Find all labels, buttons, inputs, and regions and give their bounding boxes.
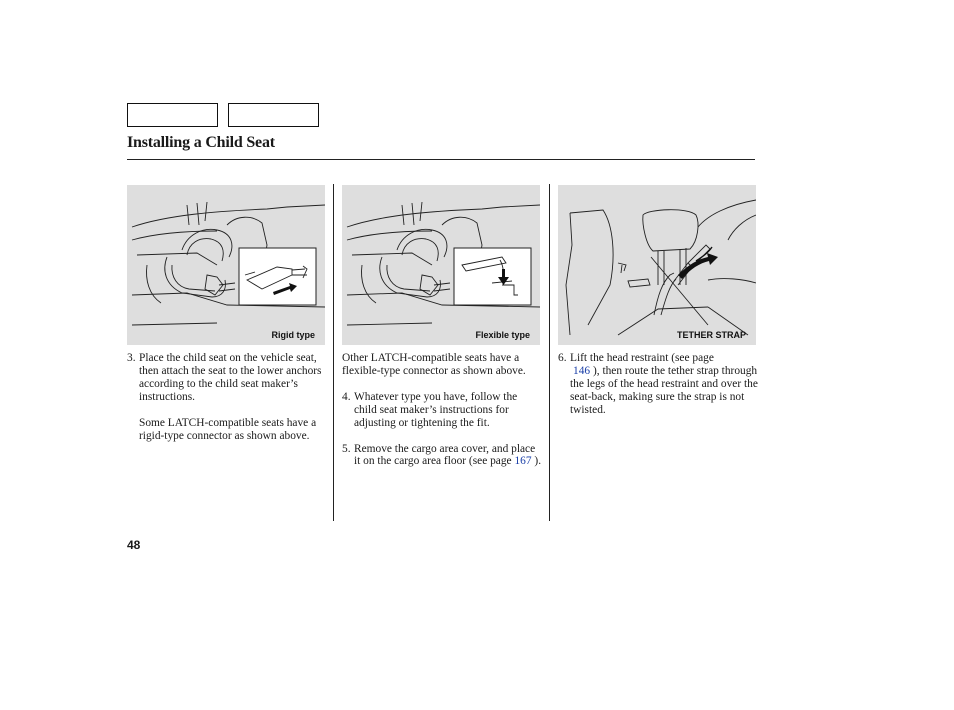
page-link-167[interactable]: 167	[514, 455, 532, 468]
step-5-text-end: ).	[534, 455, 542, 468]
step-text	[354, 443, 542, 469]
step-6-text-end: ), then route the tether strap through the legs of the head restraint and over the seat-back, making sure the strap is not twisted.	[570, 364, 758, 416]
step-number: 3.	[127, 352, 136, 364]
step-5-text: Remove the cargo area cover, and place it on the cargo area floor (see page	[354, 442, 536, 468]
head-restraint-tether-strap-illustration	[558, 185, 756, 345]
title-divider	[127, 159, 755, 160]
step-text: Place the child seat on the vehicle seat, then attach the seat to the lower anchors according to the child seat maker’s instructions.	[139, 352, 322, 403]
step-number: 4.	[342, 390, 351, 403]
page-title: Installing a Child Seat	[127, 134, 275, 151]
column-divider-2	[549, 184, 550, 521]
figure-rigid-type	[127, 185, 325, 345]
step-6-text: Lift the head restraint (see page	[570, 352, 714, 364]
column-1-text	[127, 352, 327, 442]
page-link-146[interactable]: 146	[573, 364, 591, 377]
nav-tab-box-1[interactable]	[127, 103, 218, 127]
column-2-text	[342, 352, 542, 468]
page-number: 48	[127, 538, 141, 552]
figure-flexible-type	[342, 185, 540, 345]
step-3	[127, 352, 327, 404]
figure-caption-flexible: Flexible type	[475, 330, 530, 340]
step-text	[570, 352, 758, 417]
figure-caption-rigid: Rigid type	[271, 330, 315, 340]
flexible-type-intro: Other LATCH-compatible seats have a flexible-type connector as shown above.	[342, 352, 526, 377]
column-3-text	[558, 352, 758, 417]
child-seat-flexible-connector-illustration	[342, 185, 540, 345]
nav-tab-box-2[interactable]	[228, 103, 319, 127]
figure-caption-tether: TETHER STRAP	[676, 330, 746, 340]
child-seat-rigid-connector-illustration	[127, 185, 325, 345]
column-divider-1	[333, 184, 334, 521]
step-number: 5.	[342, 442, 351, 455]
step-text: Whatever type you have, follow the child seat maker’s instructions for adjusting or tightening the fit.	[354, 390, 518, 429]
rigid-type-note: Some LATCH-compatible seats have a rigid-type connector as shown above.	[139, 416, 317, 442]
step-number: 6.	[558, 352, 567, 364]
step-6	[558, 352, 758, 417]
step-4	[342, 391, 542, 430]
step-5	[342, 443, 542, 469]
figure-tether-strap	[558, 185, 756, 345]
